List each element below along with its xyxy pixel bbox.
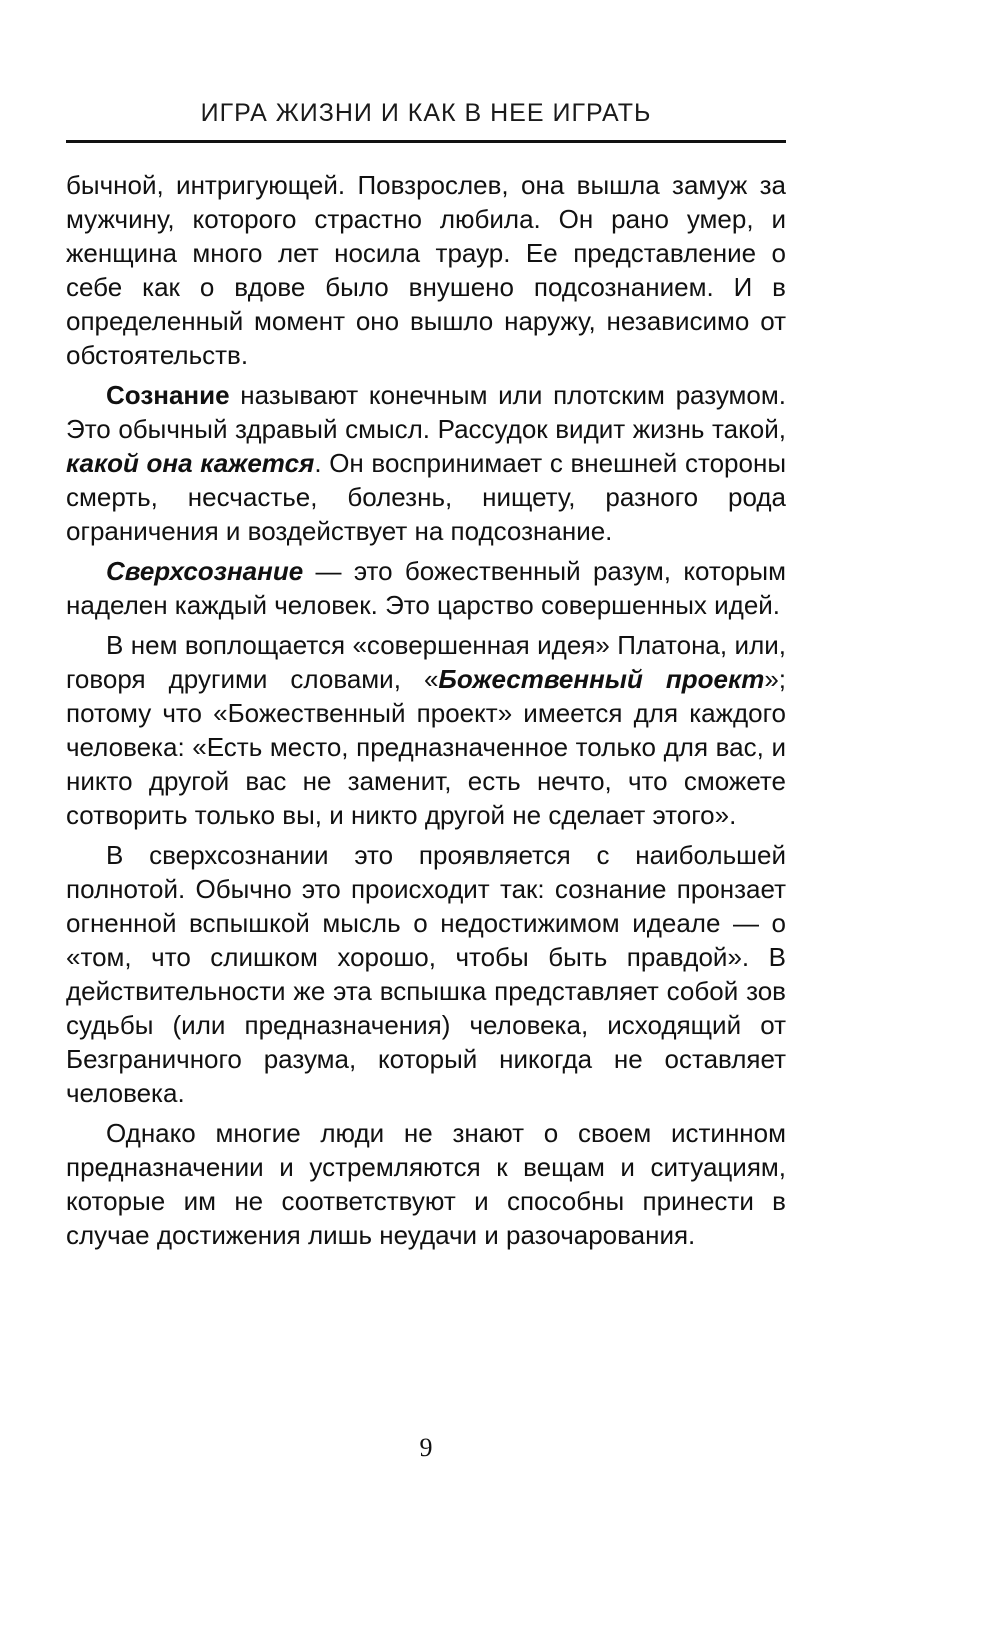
paragraph-2-text-b: . Он воспринимает с внешней стороны смерть, несчастье, болезнь, нищету, разного рода ограничения и воздействует на подсознание. — [66, 448, 787, 546]
header-rule — [66, 140, 786, 143]
paragraph-5 — [66, 838, 786, 1110]
emphasis-seems: какой она кажется — [66, 448, 315, 478]
paragraph-6-text: Однако многие люди не знают о своем истинном предназначении и устремляются к вещам и ситуациям, которые им не соответствуют и способны принести в случае достижения лишь неудачи и разочарования. — [66, 1118, 786, 1250]
paragraph-4 — [66, 628, 786, 832]
paragraph-1 — [66, 168, 786, 372]
term-consciousness: Сознание — [106, 380, 230, 410]
paragraph-4-text-a: В нем воплощается «совершенная идея» Платона, или, говоря другими словами, « — [66, 630, 786, 694]
emphasis-divine-design: Божественный проект — [438, 664, 765, 694]
book-page — [66, 0, 786, 1632]
paragraph-4-text-b: »; потому что «Божественный проект» имеется для каждого человека: «Есть место, предназначенное только для вас, и никто другой вас не заменит, есть нечто, что сможете сотворить только вы, и никто другой не сделает этого». — [66, 664, 786, 830]
paragraph-2-text-a: называют конечным или плотским разумом. Это обычный здравый смысл. Рассудок видит жизнь такой, — [66, 380, 786, 444]
term-superconsciousness: Сверхсознание — [106, 556, 304, 586]
paragraph-2 — [66, 378, 786, 548]
running-header: ИГРА ЖИЗНИ И КАК В НЕЕ ИГРАТЬ — [200, 99, 652, 127]
body-text — [66, 168, 786, 1258]
paragraph-3 — [66, 554, 786, 622]
paragraph-3-text-a: — это божественный разум, которым наделен каждый человек. Это царство совершенных идей. — [66, 556, 786, 620]
paragraph-5-text: В сверхсознании это проявляется с наибольшей полнотой. Обычно это происходит так: сознание пронзает огненной вспышкой мысль о недостижимом идеале — о «том, что слишком хорошо, чтобы быть правдой». В действительности же эта вспышка представляет собой зов судьбы (или предназначения) человека, исходящий от Безграничного разума, который никогда не оставляет человека. — [66, 840, 786, 1108]
page-number: 9 — [419, 1433, 433, 1462]
paragraph-6 — [66, 1116, 786, 1252]
paragraph-1-text: бычной, интригующей. Повзрослев, она вышла замуж за мужчину, которого страстно любила. Он рано умер, и женщина много лет носила траур. Ее представление о себе как о вдове было внушено подсознанием. И в определенный момент оно вышло наружу, независимо от обстоятельств. — [66, 170, 786, 370]
